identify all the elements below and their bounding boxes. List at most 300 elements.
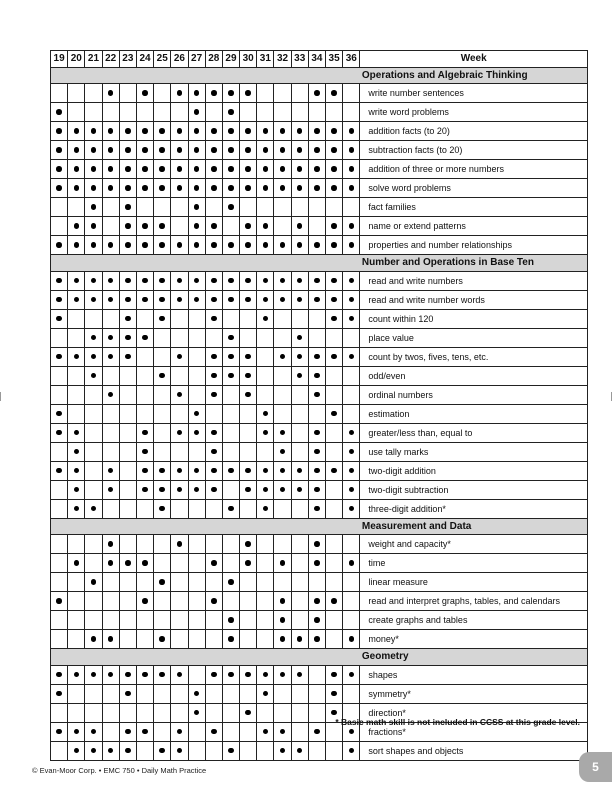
week-cell (308, 404, 325, 423)
covered-dot-icon (74, 242, 80, 248)
covered-dot-icon (125, 560, 131, 566)
covered-dot-icon (108, 748, 114, 754)
skill-row (51, 217, 588, 236)
covered-dot-icon (314, 506, 320, 512)
covered-dot-icon (263, 242, 269, 248)
covered-dot-icon (91, 185, 97, 191)
week-cell (68, 535, 85, 554)
covered-dot-icon (91, 354, 97, 360)
week-cell (136, 684, 153, 703)
covered-dot-icon (297, 166, 303, 172)
week-cell (188, 554, 205, 573)
week-cell (205, 179, 222, 198)
covered-dot-icon (297, 487, 303, 493)
week-cell (119, 423, 136, 442)
week-cell (257, 611, 274, 630)
week-cell (68, 141, 85, 160)
week-cell (154, 122, 171, 141)
week-cell (308, 703, 325, 722)
week-cell (257, 722, 274, 741)
covered-dot-icon (159, 487, 165, 493)
week-cell (51, 366, 68, 385)
covered-dot-icon (125, 166, 131, 172)
week-cell (274, 103, 291, 122)
week-cell (119, 366, 136, 385)
week-cell (222, 217, 239, 236)
week-cell (274, 179, 291, 198)
skill-label: write number sentences (360, 84, 588, 103)
week-cell (326, 573, 343, 592)
covered-dot-icon (142, 223, 148, 229)
section-header-spacer (51, 649, 360, 666)
week-cell (222, 423, 239, 442)
week-cell (154, 423, 171, 442)
week-cell (102, 592, 119, 611)
week-cell (102, 499, 119, 518)
week-cell (240, 592, 257, 611)
skill-label: write word problems (360, 103, 588, 122)
covered-dot-icon (314, 185, 320, 191)
week-cell (51, 290, 68, 309)
week-cell (291, 499, 308, 518)
covered-dot-icon (125, 748, 131, 754)
week-cell (205, 103, 222, 122)
week-cell (68, 722, 85, 741)
week-cell (85, 198, 102, 217)
week-cell (326, 366, 343, 385)
covered-dot-icon (349, 506, 355, 512)
skill-label: count within 120 (360, 309, 588, 328)
skill-label: linear measure (360, 573, 588, 592)
week-cell (205, 347, 222, 366)
covered-dot-icon (56, 729, 62, 735)
covered-dot-icon (74, 297, 80, 303)
section-header-spacer (51, 67, 360, 84)
week-cell (291, 84, 308, 103)
week-cell (326, 141, 343, 160)
week-cell (257, 404, 274, 423)
week-cell (102, 366, 119, 385)
covered-dot-icon (108, 242, 114, 248)
week-cell (205, 480, 222, 499)
week-cell (291, 103, 308, 122)
covered-dot-icon (125, 335, 131, 341)
covered-dot-icon (142, 128, 148, 134)
week-cell (222, 573, 239, 592)
week-cell (308, 347, 325, 366)
week-cell (257, 499, 274, 518)
covered-dot-icon (125, 242, 131, 248)
week-cell (68, 328, 85, 347)
week-cell (222, 236, 239, 255)
week-cell (274, 122, 291, 141)
week-cell (154, 271, 171, 290)
week-cell (102, 741, 119, 760)
covered-dot-icon (74, 729, 80, 735)
skill-row (51, 347, 588, 366)
covered-dot-icon (177, 748, 183, 754)
week-cell (154, 179, 171, 198)
covered-dot-icon (194, 109, 200, 115)
covered-dot-icon (56, 691, 62, 697)
week-cell (308, 554, 325, 573)
covered-dot-icon (177, 354, 183, 360)
covered-dot-icon (314, 541, 320, 547)
week-cell (68, 160, 85, 179)
week-cell (308, 665, 325, 684)
week-cell (102, 122, 119, 141)
week-cell (85, 179, 102, 198)
week-cell (119, 122, 136, 141)
skill-label: count by twos, fives, tens, etc. (360, 347, 588, 366)
covered-dot-icon (142, 449, 148, 455)
week-cell (240, 499, 257, 518)
covered-dot-icon (280, 449, 286, 455)
covered-dot-icon (349, 560, 355, 566)
week-cell (119, 160, 136, 179)
week-cell (343, 611, 360, 630)
covered-dot-icon (125, 691, 131, 697)
skill-label: subtraction facts (to 20) (360, 141, 588, 160)
week-cell (136, 535, 153, 554)
week-cell (119, 290, 136, 309)
week-cell (257, 160, 274, 179)
week-cell (274, 160, 291, 179)
skill-label: greater/less than, equal to (360, 423, 588, 442)
covered-dot-icon (349, 354, 355, 360)
week-cell (291, 592, 308, 611)
week-cell (274, 703, 291, 722)
covered-dot-icon (314, 90, 320, 96)
week-cell (119, 309, 136, 328)
week-cell (205, 442, 222, 461)
week-cell (188, 722, 205, 741)
covered-dot-icon (159, 316, 165, 322)
week-cell (154, 328, 171, 347)
covered-dot-icon (125, 672, 131, 678)
covered-dot-icon (142, 560, 148, 566)
week-cell (257, 217, 274, 236)
week-cell (136, 271, 153, 290)
week-cell (291, 480, 308, 499)
week-cell (205, 592, 222, 611)
week-cell (326, 84, 343, 103)
section-header-spacer (51, 518, 360, 535)
skill-label: read and write number words (360, 290, 588, 309)
skill-row (51, 684, 588, 703)
week-cell (343, 198, 360, 217)
week-cell (102, 385, 119, 404)
covered-dot-icon (125, 354, 131, 360)
week-cell (291, 141, 308, 160)
week-cell (308, 217, 325, 236)
week-cell (257, 271, 274, 290)
covered-dot-icon (245, 278, 251, 284)
week-cell (240, 328, 257, 347)
week-cell (154, 703, 171, 722)
covered-dot-icon (245, 90, 251, 96)
covered-dot-icon (211, 90, 217, 96)
section-header-row (51, 649, 588, 666)
week-cell (274, 217, 291, 236)
week-cell (136, 423, 153, 442)
skill-label: properties and number relationships (360, 236, 588, 255)
week-cell (188, 611, 205, 630)
covered-dot-icon (91, 373, 97, 379)
covered-dot-icon (74, 748, 80, 754)
covered-dot-icon (280, 242, 286, 248)
week-cell (257, 328, 274, 347)
week-cell (119, 554, 136, 573)
week-cell (222, 480, 239, 499)
week-cell (240, 103, 257, 122)
week-cell (136, 573, 153, 592)
skill-label: read and interpret graphs, tables, and calendars (360, 592, 588, 611)
covered-dot-icon (314, 430, 320, 436)
week-cell (171, 198, 188, 217)
week-cell (308, 103, 325, 122)
week-cell (222, 684, 239, 703)
week-cell (343, 328, 360, 347)
week-cell (136, 499, 153, 518)
week-cell (188, 347, 205, 366)
week-cell (51, 499, 68, 518)
covered-dot-icon (280, 487, 286, 493)
covered-dot-icon (194, 691, 200, 697)
week-cell (343, 271, 360, 290)
covered-dot-icon (91, 223, 97, 229)
week-number-header: 26 (171, 51, 188, 68)
covered-dot-icon (228, 579, 234, 585)
week-cell (102, 554, 119, 573)
covered-dot-icon (349, 748, 355, 754)
skill-label: two-digit addition (360, 461, 588, 480)
week-cell (240, 404, 257, 423)
week-cell (326, 741, 343, 760)
week-cell (136, 84, 153, 103)
week-cell (119, 611, 136, 630)
week-cell (222, 630, 239, 649)
week-cell (188, 665, 205, 684)
week-cell (240, 179, 257, 198)
week-cell (205, 423, 222, 442)
week-cell (274, 684, 291, 703)
week-cell (171, 103, 188, 122)
week-cell (171, 290, 188, 309)
week-cell (257, 665, 274, 684)
covered-dot-icon (211, 185, 217, 191)
week-cell (154, 554, 171, 573)
week-cell (274, 423, 291, 442)
covered-dot-icon (211, 560, 217, 566)
week-cell (102, 630, 119, 649)
covered-dot-icon (314, 297, 320, 303)
week-cell (326, 290, 343, 309)
week-cell (136, 103, 153, 122)
week-cell (188, 499, 205, 518)
covered-dot-icon (142, 185, 148, 191)
skill-row (51, 423, 588, 442)
week-cell (68, 290, 85, 309)
section-header-row (51, 518, 588, 535)
week-cell (291, 684, 308, 703)
week-cell (274, 573, 291, 592)
skill-row (51, 290, 588, 309)
page-number-tab: 5 (579, 752, 612, 782)
week-cell (240, 141, 257, 160)
covered-dot-icon (177, 487, 183, 493)
week-cell (136, 404, 153, 423)
covered-dot-icon (56, 430, 62, 436)
skill-row (51, 271, 588, 290)
week-cell (119, 217, 136, 236)
week-cell (274, 554, 291, 573)
week-cell (326, 404, 343, 423)
week-cell (51, 271, 68, 290)
week-cell (171, 535, 188, 554)
week-cell (308, 84, 325, 103)
week-cell (205, 385, 222, 404)
week-cell (171, 442, 188, 461)
week-cell (68, 611, 85, 630)
week-cell (222, 741, 239, 760)
week-cell (308, 535, 325, 554)
covered-dot-icon (142, 335, 148, 341)
covered-dot-icon (74, 166, 80, 172)
covered-dot-icon (194, 204, 200, 210)
covered-dot-icon (56, 147, 62, 153)
week-cell (85, 499, 102, 518)
week-cell (205, 366, 222, 385)
covered-dot-icon (297, 278, 303, 284)
week-cell (308, 684, 325, 703)
week-cell (136, 309, 153, 328)
week-cell (308, 179, 325, 198)
week-cell (154, 84, 171, 103)
week-cell (171, 160, 188, 179)
week-cell (326, 347, 343, 366)
week-cell (326, 554, 343, 573)
covered-dot-icon (56, 316, 62, 322)
week-cell (119, 236, 136, 255)
week-cell (274, 630, 291, 649)
week-cell (222, 366, 239, 385)
covered-dot-icon (142, 297, 148, 303)
covered-dot-icon (91, 147, 97, 153)
covered-dot-icon (108, 392, 114, 398)
week-cell (240, 290, 257, 309)
week-cell (205, 309, 222, 328)
week-cell (222, 271, 239, 290)
week-cell (102, 535, 119, 554)
week-cell (257, 573, 274, 592)
week-cell (257, 122, 274, 141)
covered-dot-icon (194, 147, 200, 153)
covered-dot-icon (56, 354, 62, 360)
covered-dot-icon (211, 147, 217, 153)
skill-label: addition facts (to 20) (360, 122, 588, 141)
week-number-header: 20 (68, 51, 85, 68)
week-cell (136, 722, 153, 741)
covered-dot-icon (56, 468, 62, 474)
covered-dot-icon (349, 297, 355, 303)
covered-dot-icon (56, 598, 62, 604)
skill-label: use tally marks (360, 442, 588, 461)
week-cell (274, 722, 291, 741)
week-cell (326, 236, 343, 255)
week-cell (136, 217, 153, 236)
week-cell (154, 665, 171, 684)
week-cell (68, 198, 85, 217)
covered-dot-icon (74, 487, 80, 493)
week-cell (222, 442, 239, 461)
covered-dot-icon (56, 278, 62, 284)
covered-dot-icon (56, 411, 62, 417)
week-cell (308, 236, 325, 255)
covered-dot-icon (280, 185, 286, 191)
covered-dot-icon (245, 672, 251, 678)
week-cell (171, 554, 188, 573)
week-cell (154, 309, 171, 328)
covered-dot-icon (245, 128, 251, 134)
week-cell (102, 160, 119, 179)
week-cell (51, 665, 68, 684)
week-cell (308, 722, 325, 741)
week-cell (136, 122, 153, 141)
covered-dot-icon (108, 636, 114, 642)
covered-dot-icon (56, 166, 62, 172)
covered-dot-icon (280, 147, 286, 153)
covered-dot-icon (228, 166, 234, 172)
week-cell (308, 309, 325, 328)
week-cell (102, 271, 119, 290)
week-cell (308, 290, 325, 309)
week-cell (343, 592, 360, 611)
week-cell (154, 592, 171, 611)
week-cell (274, 535, 291, 554)
week-cell (188, 535, 205, 554)
covered-dot-icon (297, 223, 303, 229)
week-number-header: 25 (154, 51, 171, 68)
covered-dot-icon (91, 242, 97, 248)
week-cell (188, 480, 205, 499)
covered-dot-icon (177, 128, 183, 134)
covered-dot-icon (331, 598, 337, 604)
week-cell (188, 236, 205, 255)
covered-dot-icon (314, 128, 320, 134)
covered-dot-icon (228, 354, 234, 360)
week-cell (308, 423, 325, 442)
covered-dot-icon (263, 729, 269, 735)
week-cell (188, 309, 205, 328)
week-cell (85, 236, 102, 255)
week-cell (85, 423, 102, 442)
week-cell (102, 480, 119, 499)
covered-dot-icon (228, 748, 234, 754)
covered-dot-icon (74, 506, 80, 512)
week-cell (51, 461, 68, 480)
week-cell (51, 592, 68, 611)
week-cell (257, 741, 274, 760)
week-cell (188, 684, 205, 703)
week-cell (154, 103, 171, 122)
week-cell (240, 366, 257, 385)
week-cell (343, 684, 360, 703)
skill-row (51, 179, 588, 198)
week-cell (136, 290, 153, 309)
week-cell (119, 103, 136, 122)
week-cell (222, 592, 239, 611)
